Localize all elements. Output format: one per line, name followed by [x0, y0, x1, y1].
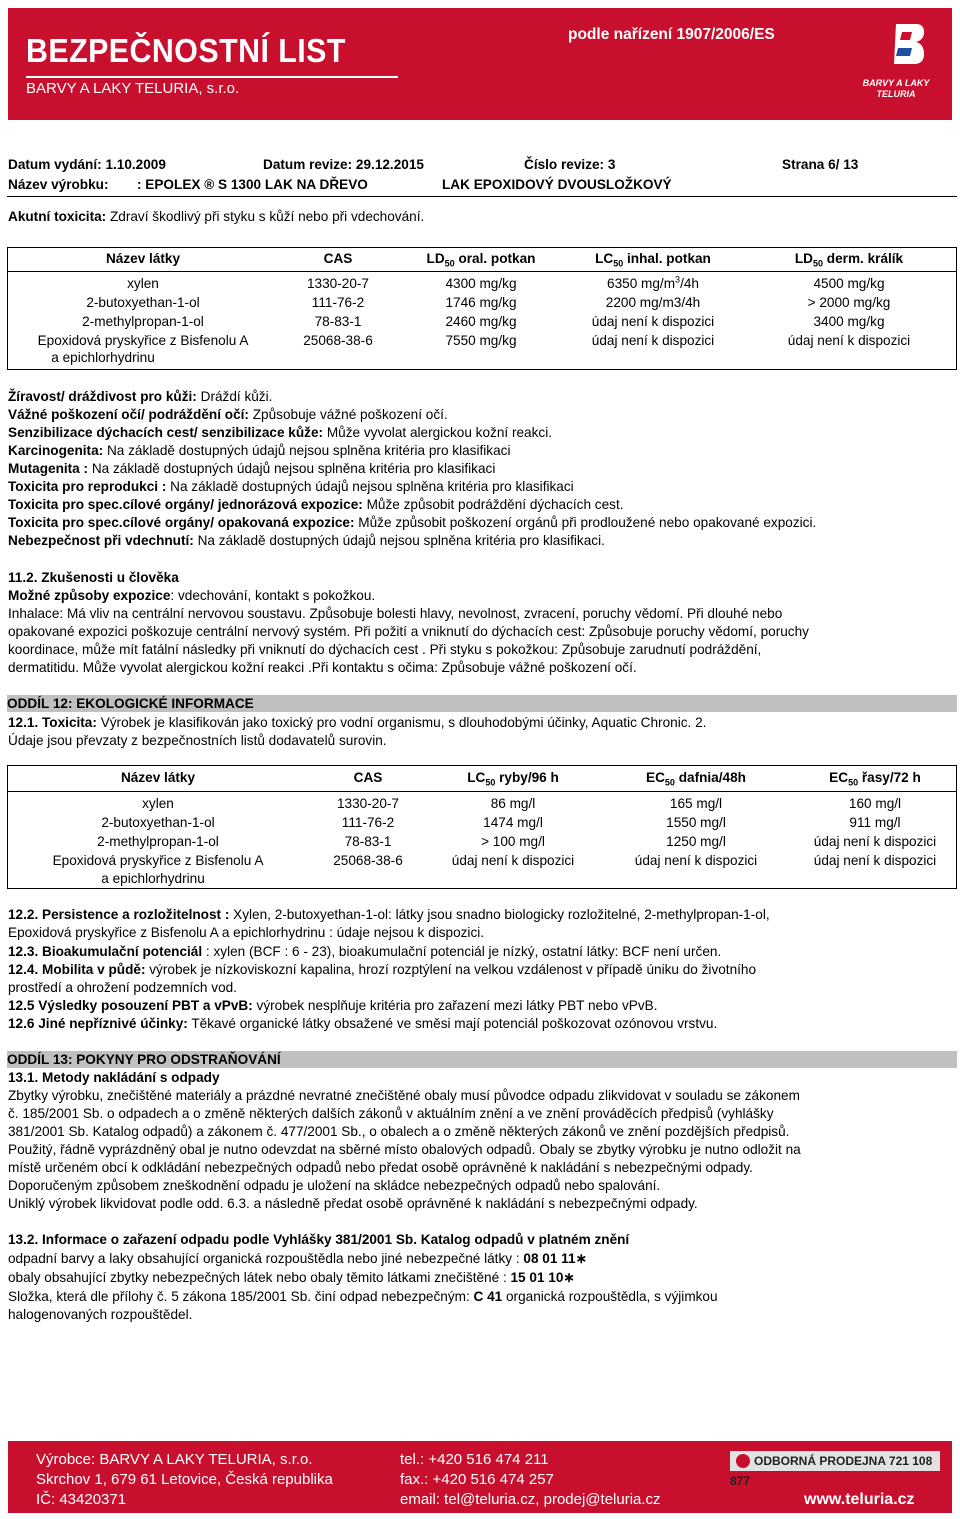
human-exp-line: dermatitidu. Může vyvolat alergickou kožní reakci .Při kontaktu s očima: Způsobuje vážné poškození očí.: [8, 660, 637, 675]
mobility-124-line2: prostředí a ohrožení podzemních vod.: [8, 980, 237, 995]
section-13-1-heading: 13.1. Metody nakládání s odpady: [8, 1070, 220, 1085]
acute-toxicity: Akutní toxicita: Zdraví škodlivý při styku s kůží nebo při vdechování.: [8, 209, 425, 224]
title-rule: [26, 76, 398, 78]
section-13-heading: ODDÍL 13: POKYNY PRO ODSTRAŇOVÁNÍ: [7, 1051, 957, 1068]
hazard-skin: Žíravost/ dráždivost pro kůži: Dráždí kůži.: [8, 389, 273, 404]
human-exp-line: Inhalace: Má vliv na centrální nervovou soustavu. Způsobuje bolesti hlavy, nevolnost, zvracení, poruchy vědomí. Při dlouhé nebo: [8, 606, 783, 621]
hazard-sensitisation: Senzibilizace dýchacích cest/ senzibilizace kůže: Může vyvolat alergickou kožní reakci.: [8, 425, 552, 440]
bioaccumulation-123: 12.3. Bioakumulační potenciál : xylen (BCF : 6 - 23), bioakumulační potenciál je nízký, ostatní látky: BCF není určen.: [8, 944, 722, 959]
product-name: : EPOLEX ® S 1300 LAK NA DŘEVO: [137, 177, 368, 192]
waste-code-line: odpadní barvy a laky obsahující organická rozpouštědla nebo jiné nebezpečné látky : 08 01 11∗: [8, 1251, 587, 1266]
revision-number: Číslo revize: 3: [524, 157, 616, 172]
logo-brand-text: BARVY A LAKY TELURIA: [862, 78, 930, 99]
toxicity-121-line2: Údaje jsou převzaty z bezpečnostních listů dodavatelů surovin.: [8, 733, 387, 748]
product-description: LAK EPOXIDOVÝ DVOUSLOŽKOVÝ: [442, 177, 672, 192]
footer-website[interactable]: www.teluria.cz: [804, 1491, 915, 1508]
hazard-reproduction: Toxicita pro reprodukci : Na základě dostupných údajů nejsou splněna kritéria pro klasifikaci: [8, 479, 574, 494]
disposal-line: Doporučeným způsobem zneškodnění odpadu je uložení na skládce nebezpečných odpadů nebo spalování.: [8, 1178, 661, 1193]
disposal-line: Použitý, řádně vyprázdněný obal je nutno odevzdat na sběrné místo obalových odpadů. Obaly se zbytky výrobku je nutno odložit na: [8, 1142, 801, 1157]
footer-maker: Výrobce: BARVY A LAKY TELURIA, s.r.o.: [36, 1451, 313, 1468]
waste-component-line: Složka, která dle přílohy č. 5 zákona 185/2001 Sb. činí odpad nebezpečným: C 41 organická rozpouštědla, s výjimkou: [8, 1289, 718, 1304]
tox-header-ld50-oral: $LD_{50}$ oral. potkan: [426, 251, 536, 269]
disposal-line: 381/2001 Sb. Katalog odpadů) a zákonem č. 477/2001 Sb., o obalech a o změně některých zákonů ve znění pozdějších předpisů.: [8, 1124, 790, 1139]
page-number: Strana 6/ 13: [782, 157, 859, 172]
header-banner: [8, 8, 952, 120]
hazard-stot-single: Toxicita pro spec.cílové orgány/ jednorázová expozice: Může způsobit podráždění dýchacích cest.: [8, 497, 624, 512]
footer-email[interactable]: email: tel@teluria.cz, prodej@teluria.cz: [400, 1491, 661, 1508]
eco-header-name: Název látky: [120, 770, 196, 785]
phone-icon: [736, 1454, 750, 1468]
footer-shop-badge: ODBORNÁ PRODEJNA 721 108 877: [730, 1451, 940, 1471]
doc-title: BEZPEČNOSTNÍ LIST: [26, 32, 346, 69]
teluria-logo: [846, 20, 946, 108]
hazard-mutagenicity: Mutagenita : Na základě dostupných údajů nejsou splněna kritéria pro klasifikaci: [8, 461, 496, 476]
header-divider: [7, 196, 957, 197]
hazard-carcinogenicity: Karcinogenita: Na základě dostupných údajů nejsou splněna kritéria pro klasifikaci: [8, 443, 511, 458]
regulation-text: podle nařízení 1907/2006/ES: [568, 26, 775, 43]
persistence-122: 12.2. Persistence a rozložitelnost : Xylen, 2-butoxyethan-1-ol: látky jsou snadno biologicky rozložitelné, 2-methylpropan-1-ol,: [8, 907, 770, 922]
footer-fax: fax.: +420 516 474 257: [400, 1471, 554, 1488]
pbt-125: 12.5 Výsledky posouzení PBT a vPvB: výrobek nesplňuje kritéria pro zařazení mezi látky PBT nebo vPvB.: [8, 998, 658, 1013]
section-11-2-heading: 11.2. Zkušenosti u člověka: [8, 570, 179, 585]
exposure-routes: Možné způsoby expozice: vdechování, kontakt s pokožkou.: [8, 588, 376, 603]
disposal-line: místě určeném obcí k odkládání nebezpečných odpadů nebo předat osobě oprávněné k nakládání s nebezpečnými odpady.: [8, 1160, 753, 1175]
toxicity-121: 12.1. Toxicita: Výrobek je klasifikován jako toxický pro vodní organismu, s dlouhodobými účinky, Aquatic Chronic. 2.: [8, 715, 707, 730]
eco-header-ec50-daphnia: $EC_{50}$ dafnia/48h: [646, 770, 746, 788]
human-exp-line: koordinace, může mít fatální následky při vniknutí do dýchacích cest . Při styku s pokožkou: Způsobuje zarudnutí podráždění,: [8, 642, 762, 657]
hazard-stot-repeated: Toxicita pro spec.cílové orgány/ opakovaná expozice: Může způsobit poškození orgánů při prodloužené nebo opakované expozici.: [8, 515, 817, 530]
eco-header-lc50: $LC_{50}$ ryby/96 h: [467, 770, 559, 788]
section-12-heading: ODDÍL 12: EKOLOGICKÉ INFORMACE: [7, 695, 957, 712]
other-effects-126: 12.6 Jiné nepříznivé účinky: Těkavé organické látky obsažené ve směsi mají potenciál poškozovat ozónovou vrstvu.: [8, 1016, 718, 1031]
disposal-line: Zbytky výrobku, znečištěné materiály a prázdné nevratné znečištěné obaly musí původce odpadu zlikvidovat v souladu se zákonem: [8, 1088, 800, 1103]
waste-code-line: obaly obsahující zbytky nebezpečných látek nebo obaly těmito látkami znečištěné : 15 01 10∗: [8, 1270, 575, 1285]
disposal-line: č. 185/2001 Sb. o odpadech a o změně některých dalších zákonů v aktuálním znění a ve znění prováděcích předpisů (vyhlášky: [8, 1106, 774, 1121]
footer-address: Skrchov 1, 679 61 Letovice, Česká republika: [36, 1471, 333, 1488]
issue-date: Datum vydání: 1.10.2009: [8, 157, 166, 172]
section-13-2-heading: 13.2. Informace o zařazení odpadu podle Vyhlášky 381/2001 Sb. Katalog odpadů v platném znění: [8, 1232, 630, 1247]
footer-tel: tel.: +420 516 474 211: [400, 1451, 549, 1468]
company-subtitle: BARVY A LAKY TELURIA, s.r.o.: [26, 80, 240, 97]
footer-ic: IČ: 43420371: [36, 1491, 127, 1508]
footer-banner: [8, 1441, 952, 1513]
hazard-eyes: Vážné poškození očí/ podráždění očí: Způsobuje vážné poškození očí.: [8, 407, 448, 422]
tox-header-name: Název látky: [105, 251, 181, 266]
disposal-line: Uniklý výrobek likvidovat podle odd. 6.3. a následně předat osobě oprávněné k nakládání s nebezpečnými odpady.: [8, 1196, 698, 1211]
tox-header-cas: CAS: [323, 251, 353, 266]
product-label: Název výrobku:: [8, 177, 109, 192]
revision-date: Datum revize: 29.12.2015: [263, 157, 424, 172]
logo-mark-icon: [886, 20, 926, 72]
waste-component-line2: halogenovaných rozpouštědel.: [8, 1307, 193, 1322]
eco-header-ec50-algae: $EC_{50}$ řasy/72 h: [829, 770, 921, 788]
eco-header-cas: CAS: [353, 770, 383, 785]
human-exp-line: opakované expozici poškozuje centrální nervový systém. Při požití a vniknutí do dýchacích cest: Způsobuje poruchy vědomí, poruchy: [8, 624, 809, 639]
mobility-124: 12.4. Mobilita v půdě: výrobek je nízkoviskozní kapalina, hrozí rozptýlení na velkou vzdálenost v případě úniku do životního: [8, 962, 757, 977]
hazard-aspiration: Nebezpečnost při vdechnutí: Na základě dostupných údajů nejsou splněna kritéria pro klasifikaci.: [8, 533, 605, 548]
tox-header-ld50-derm: $LD_{50}$ derm. králík: [794, 251, 904, 269]
persistence-122-line2: Epoxidová pryskyřice z Bisfenolu A a epichlorhydrinu : údaje nejsou k dispozici.: [8, 925, 485, 940]
tox-header-lc50-inhal: $LC_{50}$ inhal. potkan: [595, 251, 711, 269]
